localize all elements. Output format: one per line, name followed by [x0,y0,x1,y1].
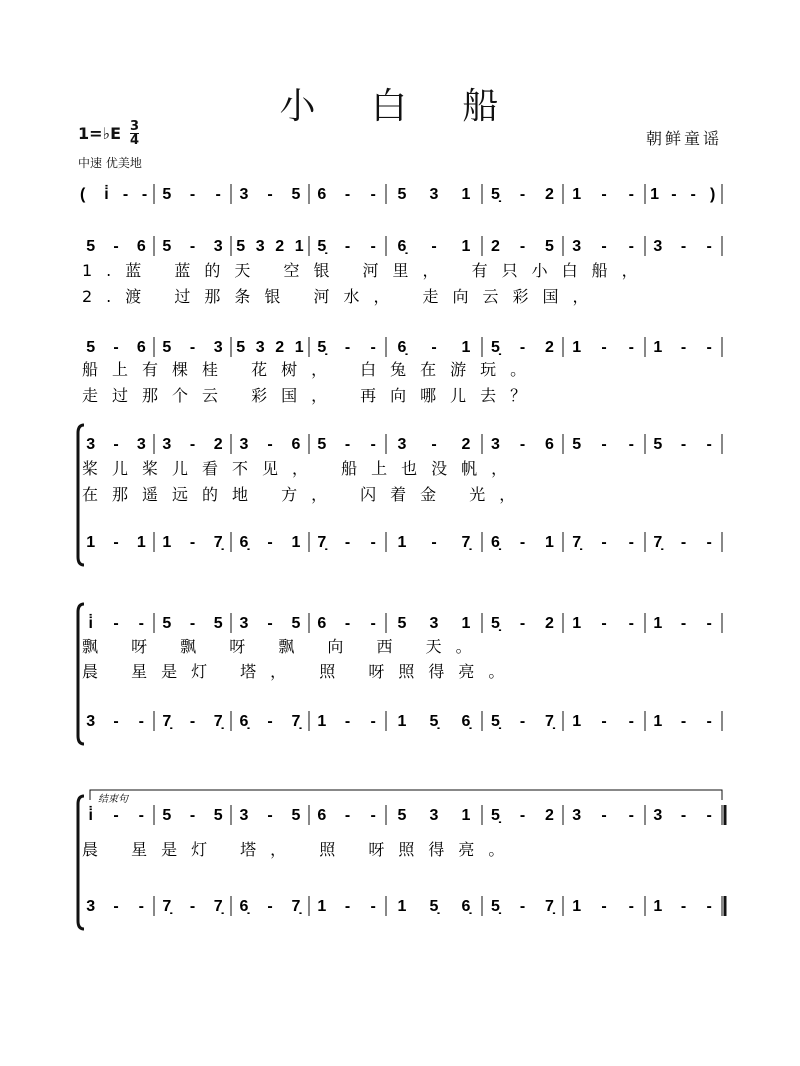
note-upper-line3: - [628,436,634,453]
note-upper-line1: - [628,238,634,255]
note-lower-line3: 6̣ [491,534,500,551]
note-upper-line4: 5 [291,615,301,632]
note-lower-line3: 1 [545,534,554,551]
note-upper-line5: 3 [653,807,663,824]
note-upper-line0: - [671,186,677,203]
note-upper-line2: - [628,339,634,356]
note-lower-line5: - [138,898,144,915]
parenthesis: ) [710,186,716,203]
note-upper-line4: - [138,615,144,632]
note-upper-line1: 6̣ [397,238,407,255]
note-lower-line5: 6̣ [239,898,249,915]
note-lower-line5: 3 [86,898,96,915]
note-upper-line1: 5 [86,238,96,255]
note-upper-line5: 5̣ [491,807,500,824]
note-upper-line4: - [370,615,376,632]
note-upper-line5: 5 [213,807,223,824]
note-upper-line3: - [344,436,351,453]
note-upper-line2: 2 [545,339,554,356]
note-upper-line1: - [601,238,607,255]
note-lower-line4: 3 [86,713,96,730]
note-upper-line4: - [267,615,273,632]
note-lower-line4: - [601,713,607,730]
note-upper-line0: i̇ [104,186,109,203]
note-upper-line0: 5 [162,186,172,203]
note-upper-line2: 6̣ [397,339,407,356]
note-upper-line3: - [370,436,376,453]
note-upper-line2: 5 [162,339,172,356]
note-lower-line3: - [113,534,119,551]
note-upper-line0: 2 [545,186,554,203]
note-upper-line5: - [519,807,526,824]
note-upper-line3: - [113,436,119,453]
note-upper-line5: 1 [461,807,471,824]
lyric-line4: 飘 呀 飘 呀 飘 向 西 天。 [82,637,486,656]
note-upper-line0: - [601,186,607,203]
note-upper-line1: 5̣ [317,238,327,255]
note-upper-line3: - [601,436,607,453]
note-lower-line3: 1 [162,534,172,551]
note-upper-line5: - [189,807,196,824]
note-upper-line4: i̇ [88,615,93,632]
note-upper-line2: - [113,339,119,356]
note-upper-line1: 5 [236,238,246,255]
note-upper-line1: 5 [162,238,172,255]
note-lower-line3: - [601,534,607,551]
note-upper-line5: - [113,807,119,824]
lyric-line1: 2.渡 过那条银 河水， 走向云彩国， [82,287,603,306]
note-lower-line5: 1 [572,898,582,915]
note-upper-line2: 5 [86,339,96,356]
note-upper-line3: 6 [291,436,301,453]
note-upper-line5: 5 [162,807,172,824]
note-lower-line5: - [628,898,634,915]
note-upper-line5: - [628,807,634,824]
note-lower-line5: 5̣ [429,898,439,915]
lyric-line2: 船上有棵桂 花树， 白兔在游玩。 [82,360,541,379]
note-upper-line1: - [113,238,119,255]
note-upper-line0: - [628,186,634,203]
system-bracket [78,796,84,929]
note-upper-line4: - [601,615,607,632]
note-upper-line1: 3 [255,238,265,255]
coda-label: 结束句 [98,794,128,805]
note-lower-line5: - [113,898,119,915]
note-upper-line0: 5̣ [491,186,500,203]
note-upper-line0: - [189,186,196,203]
note-lower-line3: - [189,534,196,551]
note-lower-line3: - [431,534,437,551]
note-lower-line4: 5̣ [429,713,439,730]
note-upper-line5: 3 [239,807,249,824]
note-upper-line2: - [431,339,437,356]
note-lower-line5: 1 [397,898,407,915]
note-upper-line2: - [601,339,607,356]
note-lower-line4: 7̣ [291,713,301,730]
note-upper-line4: 6 [317,615,327,632]
note-upper-line0: - [690,186,696,203]
composer-credit: 朝鲜童谣 [645,129,722,148]
note-lower-line5: 6̣ [461,898,471,915]
note-lower-line5: - [370,898,376,915]
note-upper-line1: 3 [213,238,223,255]
note-upper-line1: - [344,238,351,255]
note-lower-line5: - [680,898,687,915]
note-upper-line5: 5 [291,807,301,824]
note-lower-line3: 7̣ [317,534,327,551]
note-upper-line3: 3 [136,436,146,453]
key-signature: 1=♭E [78,124,122,143]
note-upper-line5: i̇ [88,807,93,824]
note-lower-line4: 1 [317,713,327,730]
note-lower-line4: - [519,713,526,730]
note-upper-line3: 2 [461,436,471,453]
note-upper-line0: - [141,186,148,203]
note-upper-line1: 3 [572,238,582,255]
note-lower-line5: 5̣ [491,898,500,915]
note-upper-line0: - [370,186,376,203]
note-lower-line5: 7̣ [545,898,554,915]
lyric-line5: 晨 星是灯 塔， 照 呀照得亮。 [82,840,519,859]
lyric-line2: 走过那个云 彩国， 再向哪儿去？ [82,386,541,405]
note-lower-line4: 5̣ [491,713,500,730]
note-upper-line3: 5 [317,436,327,453]
lyric-line3: 桨儿桨儿看不见， 船上也没帆， [82,459,522,478]
lyric-line3: 在那遥远的地 方， 闪着金 光， [82,485,530,504]
note-upper-line4: 1 [653,615,663,632]
note-lower-line5: 7̣ [162,898,172,915]
song-title: 小 白 船 [279,86,521,127]
note-upper-line2: - [706,339,712,356]
note-lower-line4: - [344,713,351,730]
note-upper-line3: 3 [86,436,96,453]
note-lower-line3: 7̣ [461,534,471,551]
note-lower-line4: - [628,713,634,730]
note-lower-line3: - [267,534,273,551]
note-lower-line3: 7̣ [653,534,663,551]
note-upper-line0: 1 [461,186,471,203]
note-upper-line4: 2 [545,615,554,632]
note-lower-line4: 7̣ [213,713,223,730]
note-upper-line4: - [628,615,634,632]
note-lower-line4: - [706,713,712,730]
note-upper-line0: - [519,186,526,203]
note-upper-line4: - [680,615,687,632]
note-lower-line5: - [267,898,273,915]
note-upper-line0: 3 [429,186,439,203]
note-upper-line3: 6 [545,436,554,453]
note-upper-line5: 3 [572,807,582,824]
note-lower-line3: 1 [86,534,96,551]
note-upper-line0: 1 [650,186,660,203]
note-upper-line5: - [344,807,351,824]
note-upper-line2: - [370,339,376,356]
note-lower-line3: - [344,534,351,551]
note-upper-line2: 5 [236,339,246,356]
note-upper-line1: 1 [461,238,471,255]
note-lower-line3: 7̣ [572,534,582,551]
note-lower-line3: 7̣ [213,534,223,551]
note-lower-line3: 6̣ [239,534,249,551]
note-lower-line3: - [370,534,376,551]
note-upper-line3: - [431,436,437,453]
note-upper-line4: - [113,615,119,632]
note-upper-line3: 3 [162,436,172,453]
note-upper-line3: - [267,436,273,453]
note-upper-line1: - [370,238,376,255]
note-upper-line5: 2 [545,807,554,824]
note-upper-line1: - [431,238,437,255]
note-lower-line3: 1 [291,534,301,551]
note-upper-line3: 3 [397,436,407,453]
note-lower-line3: - [706,534,712,551]
note-lower-line4: 7̣ [545,713,554,730]
time-signature-bottom: 4 [130,133,140,148]
note-upper-line5: - [138,807,144,824]
note-lower-line4: 6̣ [461,713,471,730]
note-lower-line4: 1 [572,713,582,730]
note-upper-line5: 3 [429,807,439,824]
note-upper-line4: 1 [461,615,471,632]
note-lower-line4: 7̣ [162,713,172,730]
note-upper-line2: 1 [461,339,471,356]
note-upper-line1: 2 [275,238,285,255]
note-lower-line3: - [628,534,634,551]
tempo-marking: 中速 优美地 [78,156,142,170]
lyric-line1: 1.蓝 蓝的天 空银 河里， 有只小白船， [82,261,652,280]
note-upper-line3: 3 [239,436,249,453]
note-upper-line2: 1 [294,339,304,356]
note-lower-line3: 1 [397,534,407,551]
note-lower-line3: - [680,534,687,551]
note-upper-line4: 3 [429,615,439,632]
note-upper-line3: 5 [653,436,663,453]
note-lower-line5: 1 [653,898,663,915]
note-upper-line5: - [706,807,712,824]
note-upper-line4: 5 [213,615,223,632]
note-upper-line4: - [706,615,712,632]
note-lower-line5: 7̣ [291,898,301,915]
note-lower-line5: - [601,898,607,915]
note-upper-line3: 3 [491,436,500,453]
note-upper-line2: - [680,339,687,356]
note-upper-line4: - [344,615,351,632]
note-lower-line5: - [344,898,351,915]
note-upper-line4: 5̣ [491,615,500,632]
lyric-line4: 晨 星是灯 塔， 照 呀照得亮。 [82,662,519,681]
note-upper-line1: - [189,238,196,255]
note-upper-line1: 6 [136,238,146,255]
note-lower-line5: 1 [317,898,327,915]
note-upper-line4: 3 [239,615,249,632]
note-upper-line3: - [519,436,526,453]
note-lower-line4: 6̣ [239,713,249,730]
note-upper-line2: 1 [572,339,582,356]
note-upper-line2: 2 [275,339,285,356]
note-upper-line1: 1 [294,238,304,255]
parenthesis: ( [80,186,86,203]
note-upper-line0: 5 [291,186,301,203]
note-lower-line4: - [267,713,273,730]
note-lower-line4: 1 [397,713,407,730]
note-upper-line1: - [519,238,526,255]
note-upper-line2: - [519,339,526,356]
note-upper-line1: 2 [491,238,500,255]
note-upper-line0: - [215,186,221,203]
note-upper-line0: - [344,186,351,203]
note-upper-line5: 6 [317,807,327,824]
note-upper-line5: - [601,807,607,824]
note-upper-line1: 5 [545,238,554,255]
note-upper-line5: 5 [397,807,407,824]
note-upper-line4: 1 [572,615,582,632]
note-upper-line1: 3 [653,238,663,255]
note-upper-line0: - [122,186,129,203]
note-upper-line0: 6 [317,186,327,203]
note-upper-line1: - [706,238,712,255]
note-lower-line5: 7̣ [213,898,223,915]
note-lower-line4: - [370,713,376,730]
time-signature-top: 3 [130,119,140,134]
note-upper-line2: 6 [136,339,146,356]
note-upper-line5: - [370,807,376,824]
note-upper-line2: - [344,339,351,356]
note-lower-line5: - [189,898,196,915]
note-upper-line3: 2 [213,436,223,453]
note-upper-line2: 1 [653,339,663,356]
note-upper-line4: - [189,615,196,632]
note-upper-line0: - [267,186,273,203]
note-lower-line3: - [519,534,526,551]
note-upper-line2: 3 [213,339,223,356]
note-upper-line1: - [680,238,687,255]
note-upper-line2: - [189,339,196,356]
note-lower-line4: 1 [653,713,663,730]
note-upper-line4: 5 [397,615,407,632]
note-upper-line0: 1 [572,186,582,203]
coda-bracket [90,790,722,800]
note-upper-line0: 3 [239,186,249,203]
note-lower-line4: - [189,713,196,730]
note-lower-line3: 1 [136,534,146,551]
note-upper-line2: 5̣ [317,339,327,356]
note-upper-line4: 5 [162,615,172,632]
note-upper-line5: - [680,807,687,824]
note-lower-line4: - [113,713,119,730]
note-upper-line5: - [267,807,273,824]
note-lower-line4: - [138,713,144,730]
note-upper-line4: - [519,615,526,632]
note-upper-line0: 5 [397,186,407,203]
note-upper-line3: - [706,436,712,453]
note-lower-line5: - [706,898,712,915]
note-upper-line3: 5 [572,436,582,453]
note-lower-line4: - [680,713,687,730]
note-lower-line5: - [519,898,526,915]
note-upper-line2: 3 [255,339,265,356]
note-upper-line3: - [680,436,687,453]
note-upper-line2: 5̣ [491,339,500,356]
note-upper-line3: - [189,436,196,453]
